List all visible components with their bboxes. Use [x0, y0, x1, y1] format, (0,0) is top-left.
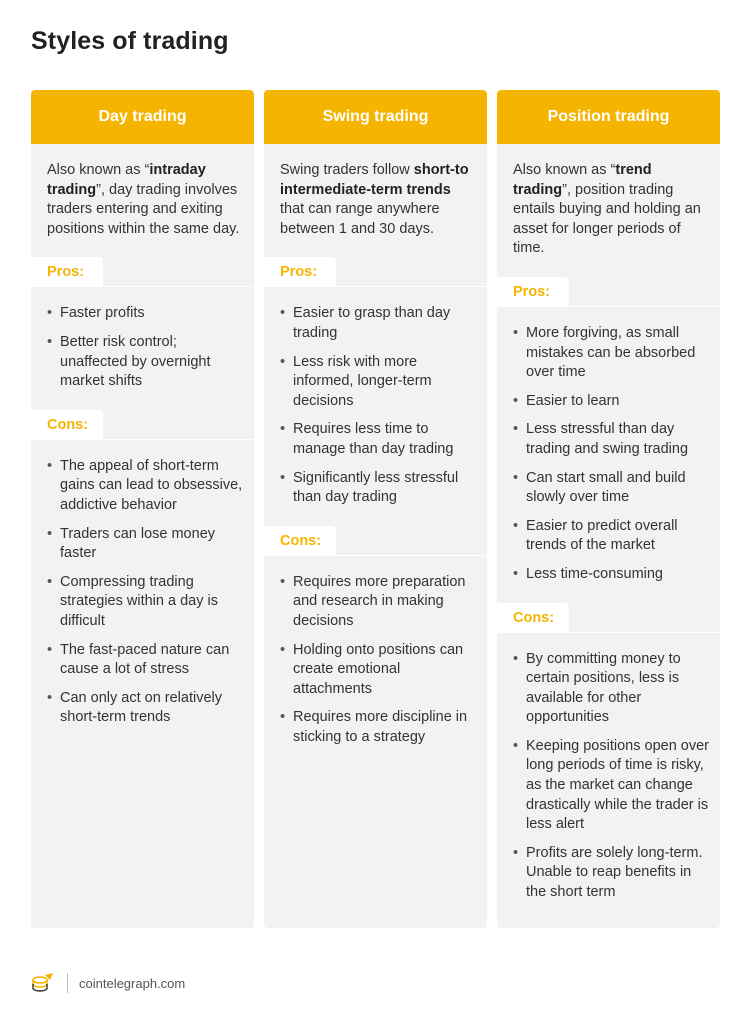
item-text: Better risk control; unaffected by overnight market shifts	[60, 333, 211, 390]
column-swing-trading	[264, 90, 487, 928]
bullet-icon: •	[513, 565, 519, 582]
intro-text: Swing traders follow	[280, 162, 414, 178]
item-text: Traders can lose money faster	[60, 525, 216, 562]
intro-highlight: intraday trading	[47, 162, 206, 198]
con-item	[47, 689, 244, 728]
item-text: Significantly less stressful than day trading	[293, 469, 459, 506]
item-text: By committing money to certain positions, less is available for other opportunities	[526, 650, 681, 726]
item-text: Easier to predict overall trends of the market	[526, 517, 678, 554]
bullet-icon: •	[280, 641, 286, 658]
column-intro	[497, 161, 720, 259]
pro-item	[513, 392, 710, 412]
item-text: The appeal of short-term gains can lead to obsessive, addictive behavior	[60, 457, 243, 513]
cons-list	[264, 556, 487, 748]
bullet-icon: •	[47, 525, 53, 542]
pro-item	[280, 469, 477, 508]
intro-highlight: trend trading	[513, 162, 652, 198]
bullet-icon: •	[513, 844, 519, 861]
con-item	[47, 641, 244, 680]
pros-section	[264, 257, 487, 287]
item-text: Requires less time to manage than day trading	[293, 421, 454, 457]
intro-highlight: short-to intermediate-term trends	[280, 162, 469, 198]
cons-section	[264, 526, 487, 556]
column-intro	[264, 161, 487, 239]
pros-list	[31, 287, 254, 391]
con-item	[513, 650, 710, 728]
footer	[31, 972, 185, 994]
pro-item	[280, 420, 477, 459]
item-text: Less risk with more informed, longer-term decisions	[293, 353, 432, 409]
item-text: Holding onto positions can create emotional attachments	[293, 641, 464, 697]
pros-label: Pros:	[497, 277, 569, 307]
bullet-icon: •	[280, 305, 286, 322]
bullet-icon: •	[513, 324, 519, 341]
pros-section	[497, 277, 720, 307]
column-day-trading	[31, 90, 254, 928]
pros-section	[31, 257, 254, 287]
pro-item	[280, 353, 477, 412]
bullet-icon: •	[280, 469, 286, 486]
bullet-icon: •	[47, 573, 53, 590]
bullet-icon: •	[513, 650, 519, 667]
item-text: Faster profits	[60, 305, 145, 322]
bullet-icon: •	[280, 709, 286, 726]
bullet-icon: •	[513, 421, 519, 438]
item-text: Less stressful than day trading and swing trading	[526, 421, 689, 457]
cons-list	[31, 440, 254, 728]
item-text: Can start small and build slowly over time	[526, 469, 686, 506]
item-text: Profits are solely long-term. Unable to reap benefits in the short term	[526, 844, 703, 901]
column-header: Position trading	[497, 90, 720, 144]
bullet-icon: •	[280, 353, 286, 370]
con-item	[47, 525, 244, 564]
item-text: Requires more discipline in sticking to a strategy	[293, 709, 468, 745]
column-header: Day trading	[31, 90, 254, 144]
pro-item	[513, 565, 710, 585]
con-item	[280, 573, 477, 632]
con-item	[513, 737, 710, 835]
cons-section	[497, 603, 720, 633]
cons-label: Cons:	[264, 526, 336, 556]
bullet-icon: •	[47, 333, 53, 350]
pro-item	[280, 304, 477, 343]
item-text: Less time-consuming	[526, 565, 663, 582]
bullet-icon: •	[280, 573, 286, 590]
pro-item	[47, 333, 244, 392]
item-text: Compressing trading strategies within a day is difficult	[60, 573, 218, 629]
intro-text: ”, day trading involves traders entering and exiting positions within the same day.	[47, 181, 240, 237]
con-item	[47, 573, 244, 632]
page-title: Styles of trading	[31, 27, 229, 55]
column-header: Swing trading	[264, 90, 487, 144]
bullet-icon: •	[47, 457, 53, 474]
bullet-icon: •	[513, 392, 519, 409]
cointelegraph-logo-icon	[31, 972, 55, 994]
pro-item	[513, 517, 710, 556]
intro-text: Also known as “	[47, 162, 150, 178]
pro-item	[513, 324, 710, 383]
con-item	[47, 457, 244, 516]
item-text: Keeping positions open over long periods of time is risky, as the market can change drastically while the trader is less alert	[526, 737, 709, 833]
cons-label: Cons:	[497, 603, 569, 633]
column-intro	[31, 161, 254, 239]
column-position-trading	[497, 90, 720, 928]
item-text: Easier to learn	[526, 392, 620, 409]
footer-site-link[interactable]: cointelegraph.com	[79, 975, 186, 991]
bullet-icon: •	[47, 305, 53, 322]
bullet-icon: •	[280, 421, 286, 438]
item-text: Easier to grasp than day trading	[293, 305, 451, 341]
bullet-icon: •	[47, 641, 53, 658]
item-text: More forgiving, as small mistakes can be absorbed over time	[526, 324, 696, 381]
item-text: Can only act on relatively short-term trends	[60, 689, 222, 726]
con-item	[280, 641, 477, 700]
bullet-icon: •	[513, 517, 519, 534]
pro-item	[47, 304, 244, 324]
item-text: Requires more preparation and research in making decisions	[293, 573, 466, 629]
footer-divider	[67, 973, 68, 993]
pros-list	[497, 307, 720, 585]
pro-item	[513, 469, 710, 508]
con-item	[280, 708, 477, 747]
pros-label: Pros:	[264, 257, 336, 287]
pros-label: Pros:	[31, 257, 103, 287]
con-item	[513, 844, 710, 903]
pros-list	[264, 287, 487, 507]
intro-text: ”, position trading entails buying and holding an asset for longer periods of time.	[513, 181, 701, 257]
pro-item	[513, 420, 710, 459]
cons-section	[31, 410, 254, 440]
intro-text: Also known as “	[513, 162, 616, 178]
cons-label: Cons:	[31, 410, 103, 440]
cons-list	[497, 633, 720, 903]
item-text: The fast-paced nature can cause a lot of stress	[60, 641, 230, 678]
bullet-icon: •	[513, 469, 519, 486]
bullet-icon: •	[513, 737, 519, 754]
intro-text: that can range anywhere between 1 and 30 days.	[280, 201, 440, 237]
bullet-icon: •	[47, 689, 53, 706]
